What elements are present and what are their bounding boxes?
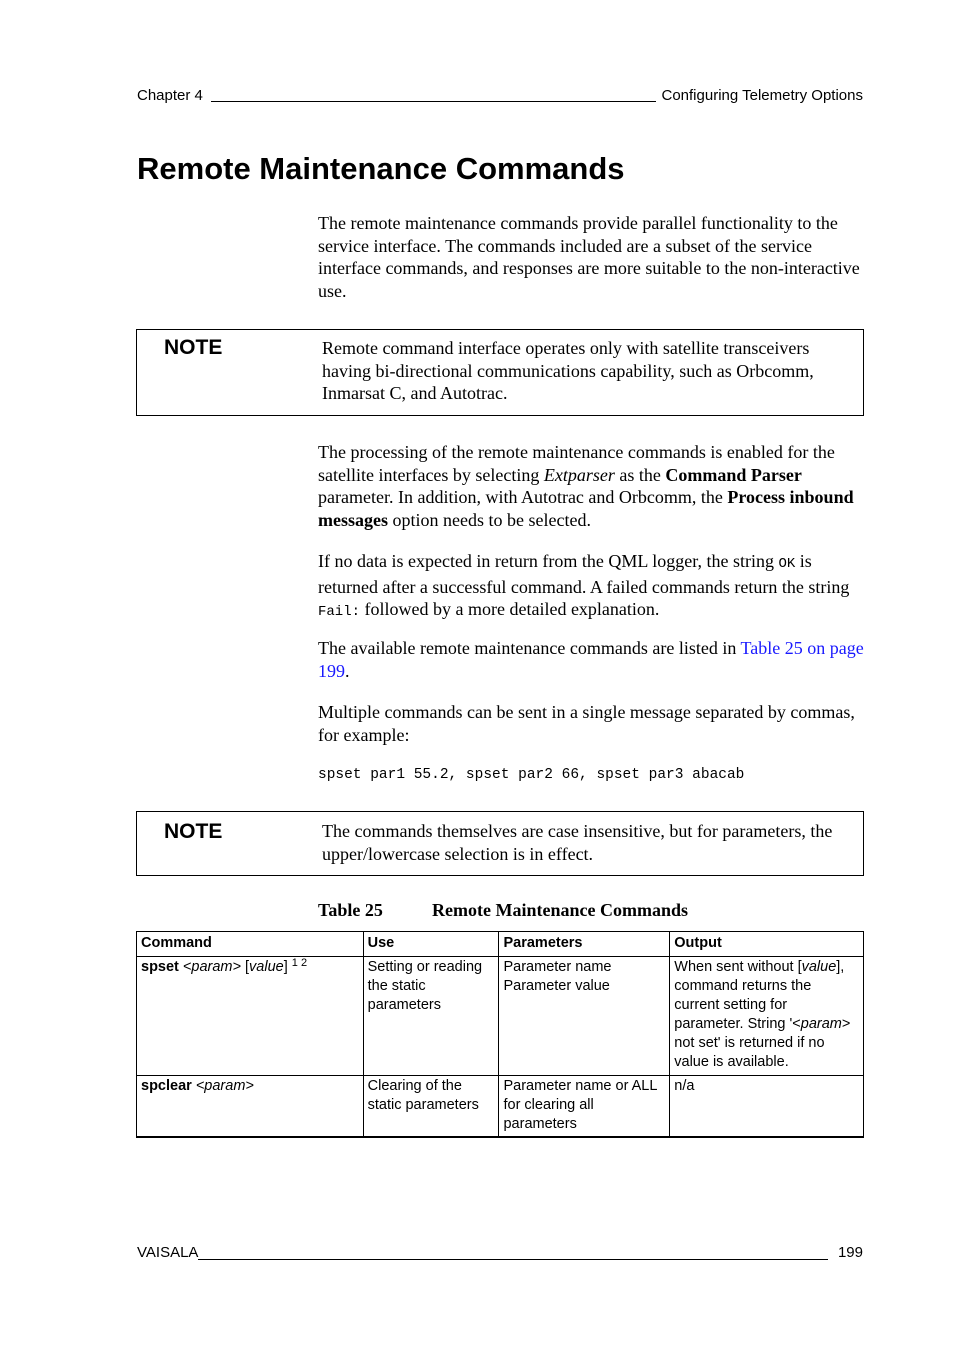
column-header-command: Command [137,932,364,957]
column-header-output: Output [670,932,864,957]
paragraph-command-parser: The processing of the remote maintenance commands is enabled for the satellite interfaces by selecting Extparser as the Command Parser parameter. In addition, with Autotrac and Orbcomm, the Process inbound messages option needs to be selected. [318,442,854,530]
table-row [137,957,864,1076]
table-25-link[interactable]: Table 25 on page 199 [318,638,864,681]
page-header [137,86,863,106]
page-title: Remote Maintenance Commands [137,151,625,186]
header-section: Configuring Telemetry Options [661,87,863,104]
paragraph-multiple-commands: Multiple commands can be sent in a single message separated by commas, for example: [318,702,855,745]
intro-paragraph: The remote maintenance commands provide parallel functionality to the service interface. The commands included are a subset of the service interface commands, and responses are more suitable to the non-interactive use. [318,213,860,301]
footer-brand: VAISALA [137,1244,199,1261]
cell-use: Clearing of the static parameters [363,1076,499,1138]
note-label: NOTE [164,336,223,359]
header-chapter: Chapter 4 [137,87,203,104]
cell-command: spclear <param> [137,1076,364,1138]
cell-output: n/a [670,1076,864,1138]
code-example: spset par1 55.2, spset par2 66, spset par3 abacab [318,767,745,783]
note-label: NOTE [164,820,223,843]
table-row [137,1076,864,1138]
footer-rule [198,1259,828,1260]
cell-parameters: Parameter name or ALL for clearing all parameters [499,1076,670,1138]
cell-use: Setting or reading the static parameters [363,957,499,1076]
column-header-parameters: Parameters [499,932,670,957]
paragraph-return-strings: If no data is expected in return from the QML logger, the string OK is returned after a successful command. A failed commands return the string Fail: followed by a more detailed explanation. [318,551,850,620]
cell-parameters: Parameter name Parameter value [499,957,670,1076]
page-number: 199 [837,1244,863,1261]
table-caption: Table 25 Remote Maintenance Commands [318,900,688,920]
note-text: Remote command interface operates only with satellite transceivers having bi-directional communications capability, such as Orbcomm, Inmarsat C, and Autotrac. [322,338,814,403]
cell-output: When sent without [value], command returns the current setting for parameter. String '<param> not set' is returned if no value is available. [670,957,864,1076]
page-footer [137,1243,863,1263]
column-header-use: Use [363,932,499,957]
cell-command: spset <param> [value] $^{1 2}$ [137,957,364,1076]
commands-table [136,931,864,1138]
note-box-1 [136,329,864,416]
note-box-2 [136,811,864,876]
header-rule [211,101,656,102]
note-text: The commands themselves are case insensitive, but for parameters, the upper/lowercase selection is in effect. [322,821,833,864]
paragraph-table-reference: The available remote maintenance commands are listed in Table 25 on page 199. [318,638,864,681]
table-header-row [137,932,864,957]
